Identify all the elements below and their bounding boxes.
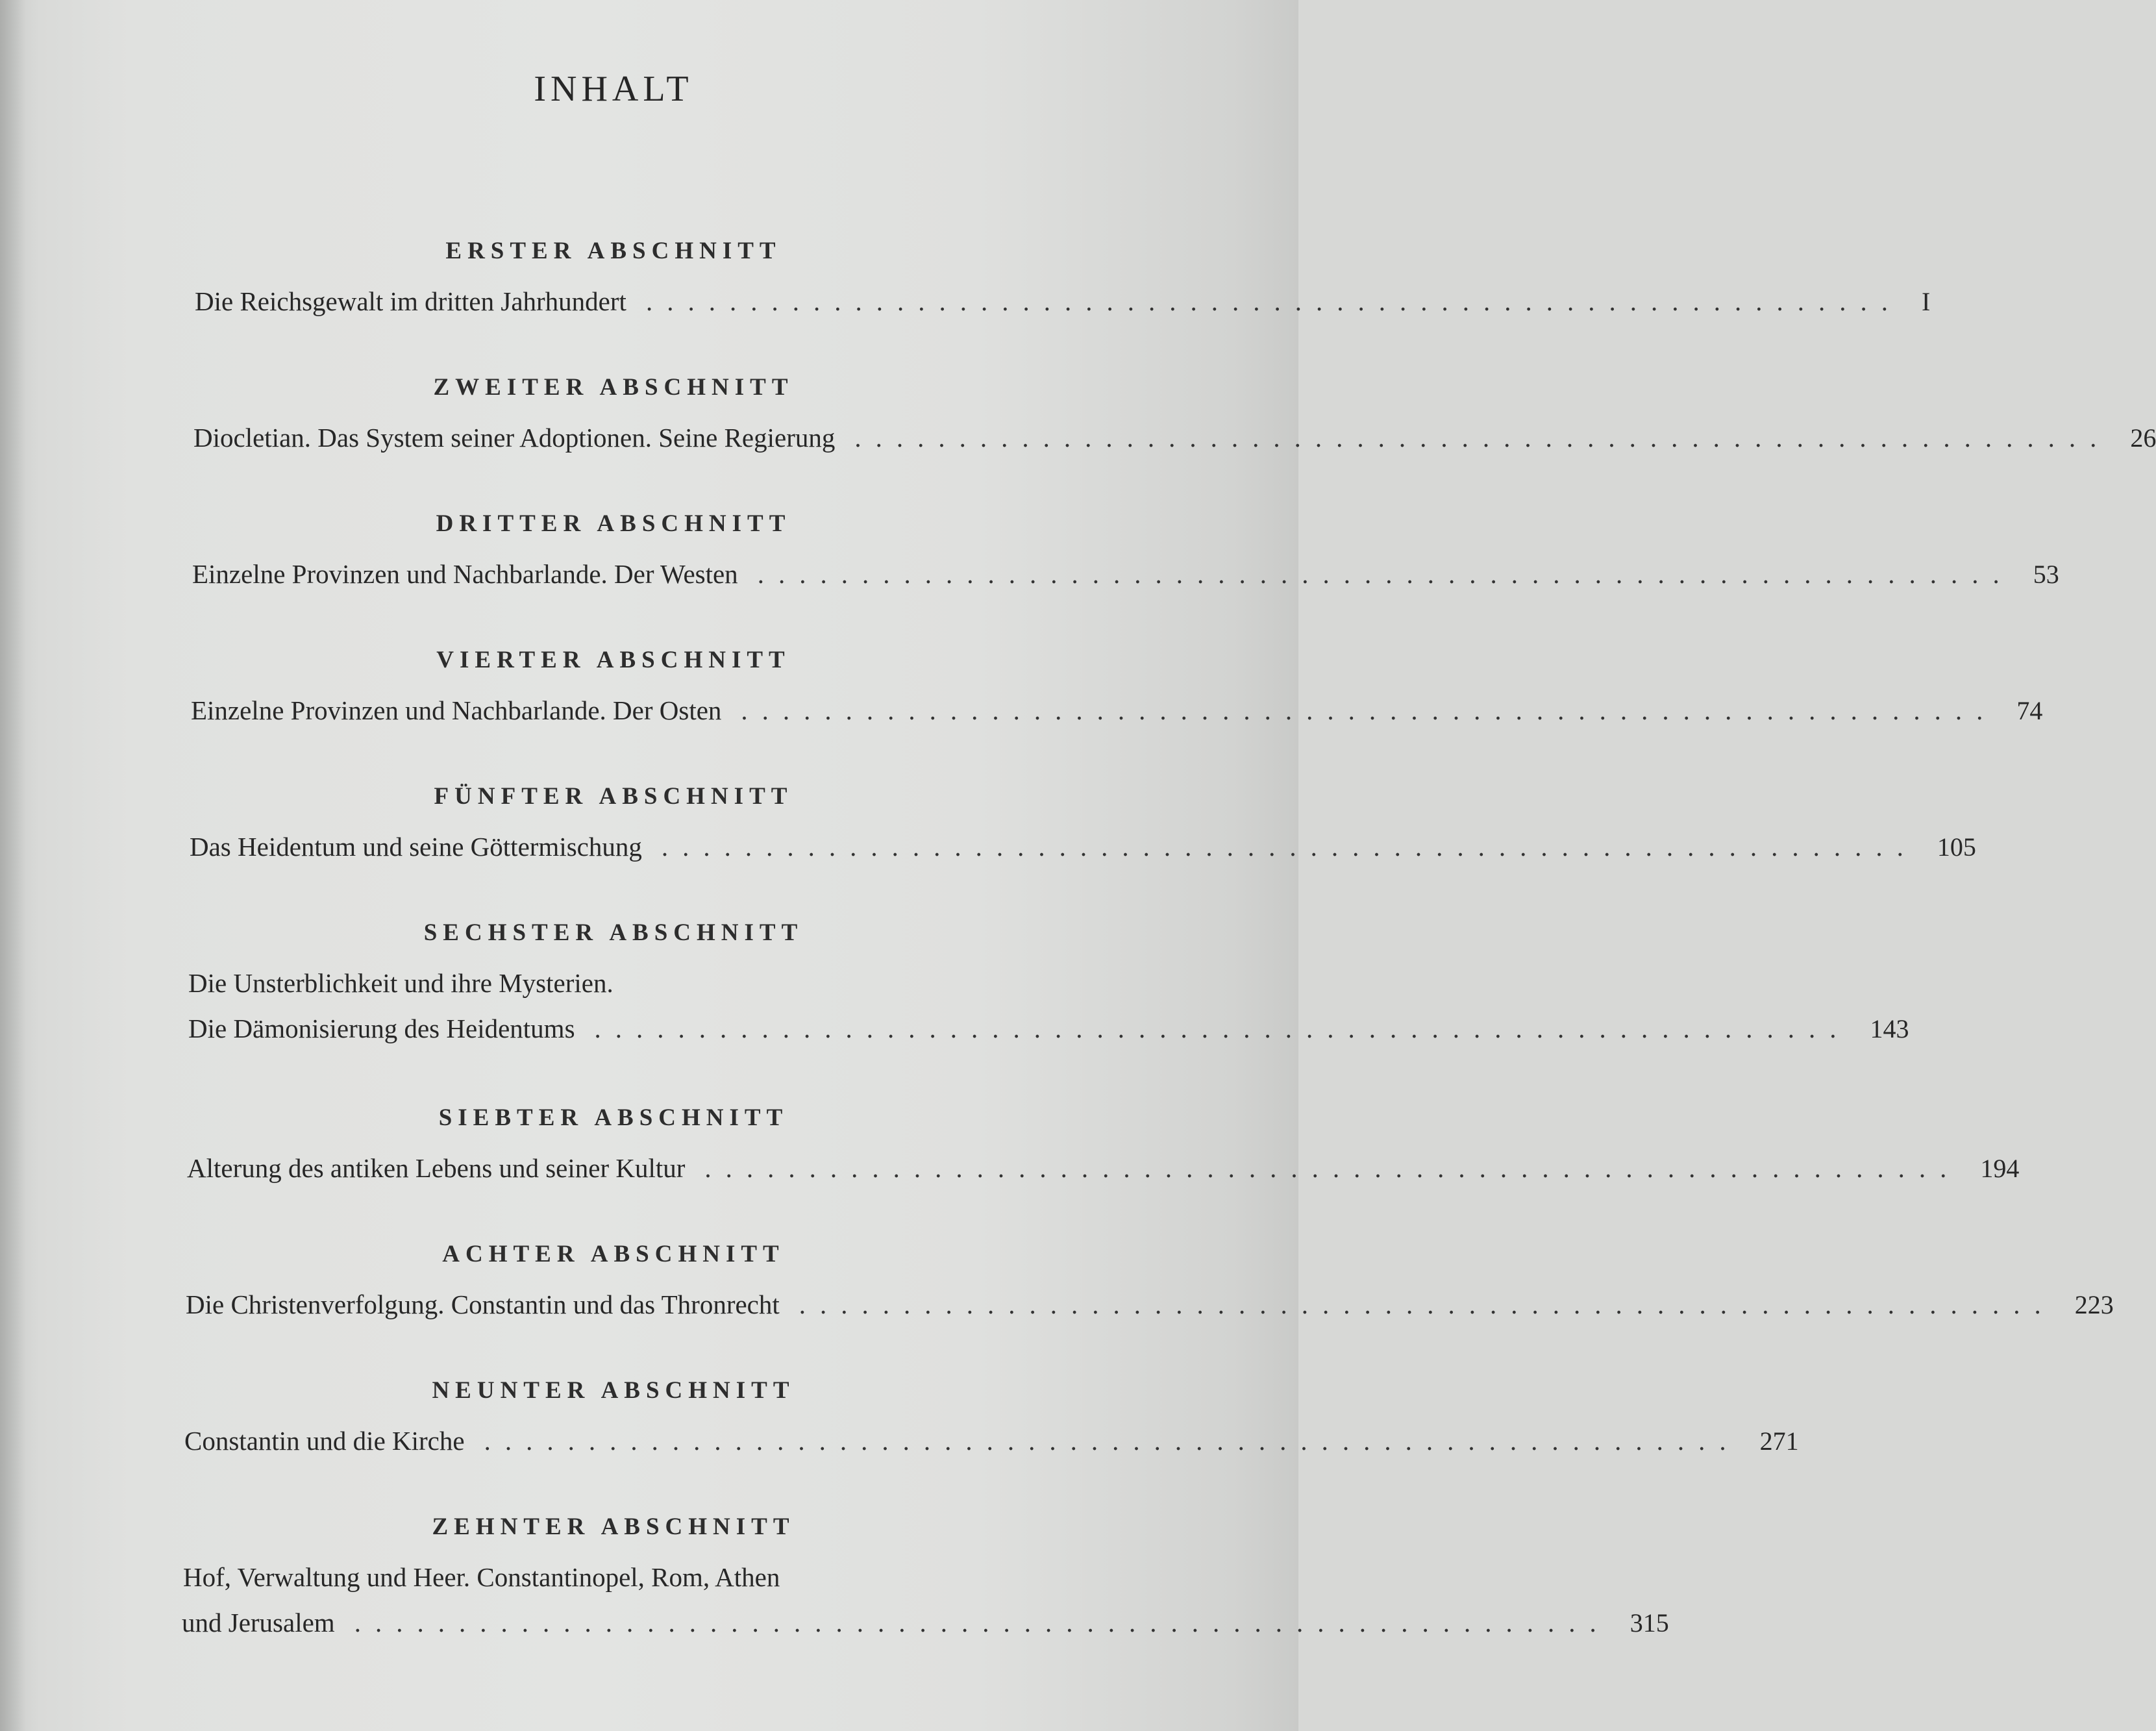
dot-leader: ............................................................ xyxy=(645,286,1902,316)
dot-leader: ............................................................ xyxy=(354,1608,1611,1638)
entry-title: Hof, Verwaltung und Heer. Constantinopel, Rom, Athen xyxy=(183,1562,780,1592)
dot-leader: ............................................................ xyxy=(799,1289,2055,1319)
entry-title: Constantin und die Kirche xyxy=(184,1426,465,1456)
entry-title: Das Heidentum und seine Göttermischung xyxy=(190,832,642,862)
dot-leader: ............................................................ xyxy=(484,1426,1741,1456)
toc-entry[interactable] xyxy=(191,695,2043,731)
entry-title: und Jerusalem xyxy=(182,1608,335,1638)
dot-leader: ............................................................ xyxy=(594,1014,1851,1043)
entry-title: Die Christenverfolgung. Constantin und das Thronrecht xyxy=(186,1289,780,1319)
section-heading: NEUNTER ABSCHNITT xyxy=(432,1377,795,1404)
page-number: 194 xyxy=(1980,1154,2020,1183)
section-heading: ERSTER ABSCHNITT xyxy=(445,238,782,264)
section-heading: ACHTER ABSCHNITT xyxy=(442,1241,785,1267)
entry-title: Die Dämonisierung des Heidentums xyxy=(188,1014,575,1043)
page-number: 26 xyxy=(2130,423,2156,453)
section-heading: SECHSTER ABSCHNITT xyxy=(423,919,804,946)
page-number: I xyxy=(1921,287,1931,316)
dot-leader: ............................................................ xyxy=(704,1153,1961,1183)
page-number: 105 xyxy=(1937,832,1976,862)
toc-entry[interactable] xyxy=(187,1152,2020,1189)
section-heading: ZWEITER ABSCHNITT xyxy=(433,374,794,401)
section-heading: FÜNFTER ABSCHNITT xyxy=(434,783,793,810)
toc-entry[interactable] xyxy=(190,831,1976,867)
section-heading: VIERTER ABSCHNITT xyxy=(436,647,791,673)
page-number: 53 xyxy=(2033,560,2059,589)
dot-leader: ............................................................ xyxy=(661,832,1918,862)
toc-entry[interactable] xyxy=(188,1013,1909,1049)
page-number: 143 xyxy=(1870,1014,1909,1043)
entry-title: Die Reichsgewalt im dritten Jahrhundert xyxy=(195,286,626,316)
page-number: 74 xyxy=(2016,696,2043,725)
dot-leader: ............................................................ xyxy=(757,559,2014,589)
entry-title: Einzelne Provinzen und Nachbarlande. Der Osten xyxy=(191,695,722,725)
page-number: 223 xyxy=(2074,1290,2114,1319)
entry-title: Die Unsterblichkeit und ihre Mysterien. xyxy=(188,968,613,998)
dot-leader: ............................................................ xyxy=(741,695,1998,725)
page-number: 315 xyxy=(1629,1608,1669,1638)
toc-entry[interactable] xyxy=(195,286,1931,322)
entry-title: Einzelne Provinzen und Nachbarlande. Der Westen xyxy=(192,559,738,589)
toc-entry[interactable] xyxy=(192,558,2059,595)
section-heading: SIEBTER ABSCHNITT xyxy=(438,1104,789,1131)
toc-entry[interactable] xyxy=(193,422,2156,458)
entry-title: Diocletian. Das System seiner Adoptionen. Seine Regierung xyxy=(193,423,836,453)
section-heading: DRITTER ABSCHNITT xyxy=(436,510,791,537)
dot-leader: ............................................................ xyxy=(854,423,2111,453)
page-title: INHALT xyxy=(534,69,693,109)
toc-entry[interactable] xyxy=(188,967,1032,1004)
section-heading: ZEHNTER ABSCHNITT xyxy=(432,1513,795,1540)
toc-entry[interactable] xyxy=(186,1289,2114,1325)
toc-entry[interactable] xyxy=(183,1562,1032,1598)
toc-entry[interactable] xyxy=(182,1607,1669,1643)
page-number: 271 xyxy=(1759,1426,1799,1456)
entry-title: Alterung des antiken Lebens und seiner Kultur xyxy=(187,1153,686,1183)
toc-entry[interactable] xyxy=(184,1425,1799,1462)
